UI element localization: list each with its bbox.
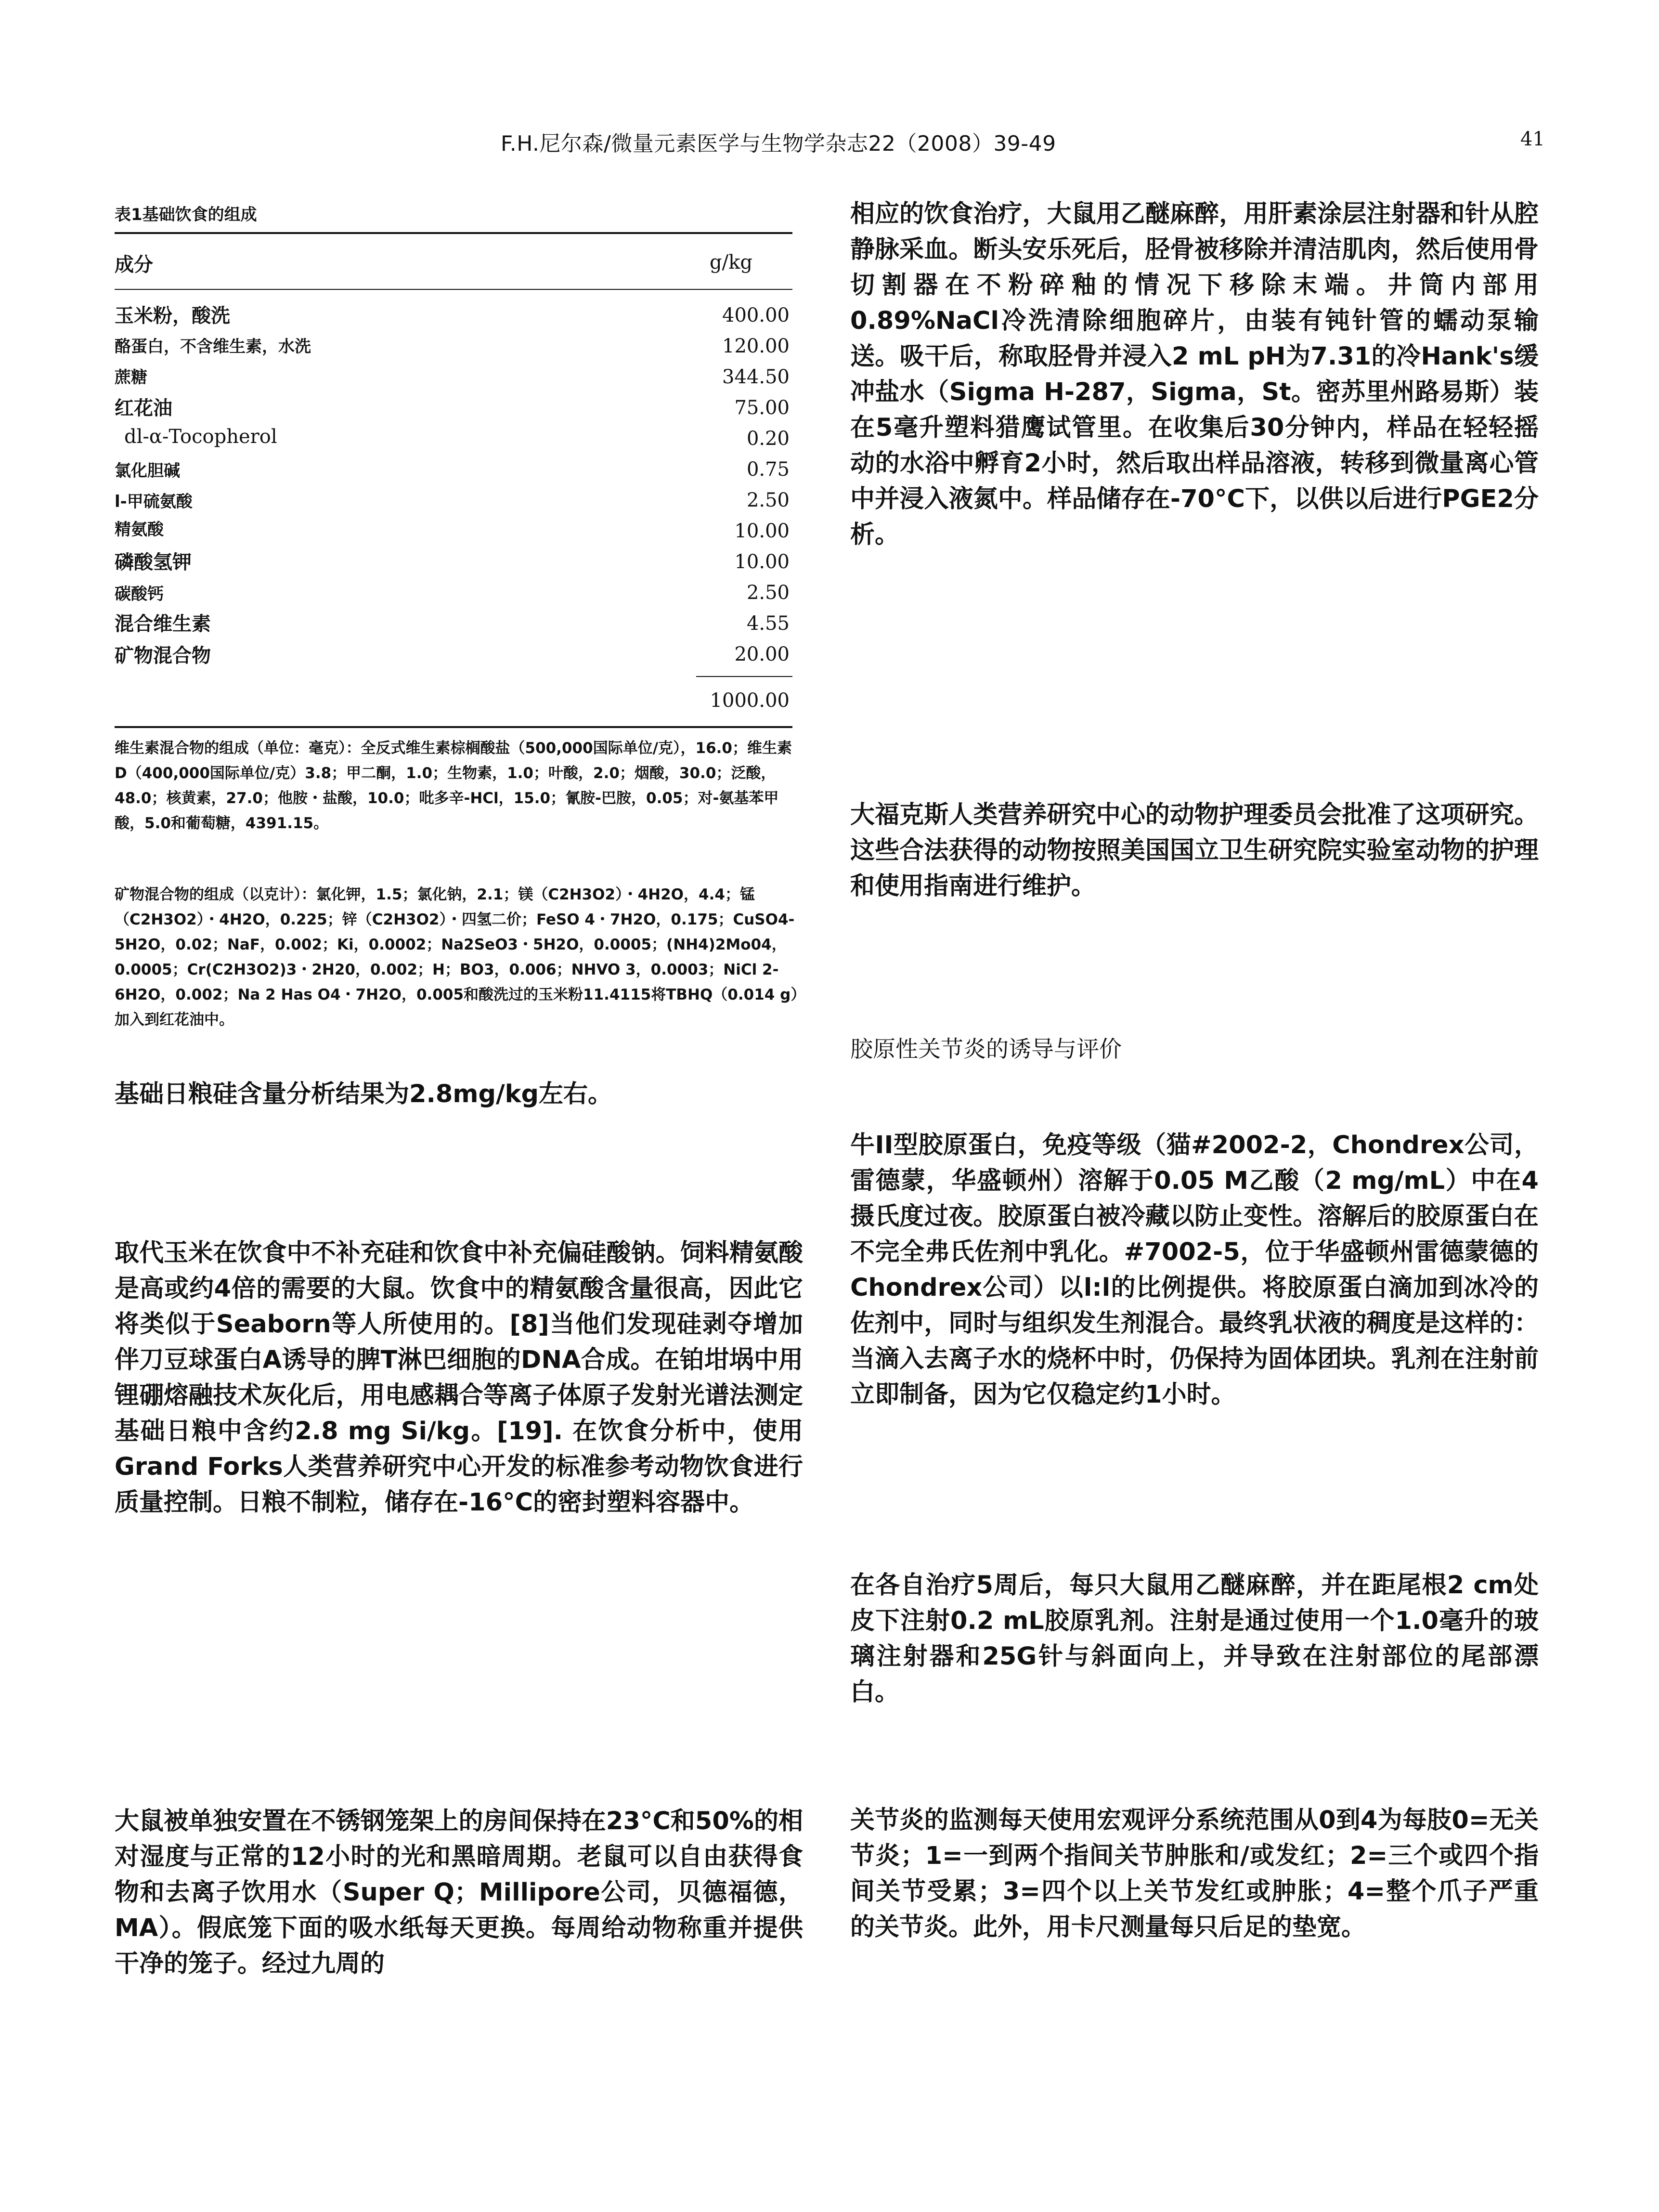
table-row-label: 碳酸钙: [115, 585, 164, 604]
paragraph: 牛II型胶原蛋白，免疫等级（猫#2002-2，Chondrex公司，雷德蒙，华盛顿州）溶解于0.05 M乙酸（2 mg/mL）中在4摄氏度过夜。胶原蛋白被冷藏以防止变性。溶解后的胶原蛋白在不完全弗氏佐剂中乳化。#7002-5，位于华盛顿州雷德蒙德的Chondrex公司）以l:l的比例提供。将胶原蛋白滴加到冰冷的佐剂中，同时与组织发生剂混合。最终乳状液的稠度是这样的：当滴入去离子水的烧杯中时，仍保持为固体团块。乳剂在注射前立即制备，因为它仅稳定约1小时。: [850, 1131, 1539, 1409]
table-row-label: 玉米粉，酸洗: [115, 305, 230, 327]
table-total-rule: [696, 676, 792, 677]
table-row-label: 蔗糖: [115, 368, 147, 387]
table-row-value: 10.00: [734, 551, 790, 573]
table-row-value: 0.20: [746, 428, 790, 450]
paragraph: 大鼠被单独安置在不锈钢笼架上的房间保持在23°C和50%的相对湿度与正常的12小时的光和黑暗周期。老鼠可以自由获得食物和去离子饮用水（Super Q；Millipore公司，贝德福德，MA）。假底笼下面的吸水纸每天更换。每周给动物称重并提供干净的笼子。经过九周的: [115, 1807, 803, 1978]
table-head-rule: [115, 289, 792, 290]
table-bottom-rule: [115, 726, 792, 728]
table-row-label: 精氨酸: [115, 520, 164, 539]
table-caption: 表1基础饮食的组成: [115, 205, 257, 224]
table-row-label: 酪蛋白，不含维生素，水洗: [115, 337, 311, 356]
table-row-value: 0.75: [746, 458, 790, 481]
paragraph: 相应的饮食治疗，大鼠用乙醚麻醉，用肝素涂层注射器和针从腔静脉采血。断头安乐死后，胫骨被移除并清洁肌肉，然后使用骨切割器在不粉碎釉的情况下移除末端。井筒内部用0.89%NaCl冷洗清除细胞碎片，由装有钝针管的蠕动泵输送。吸干后，称取胫骨并浸入2 mL pH为7.31的冷Hank's缓冲盐水（Sigma H-287，Sigma，St。密苏里州路易斯）装在5毫升塑料猎鹰试管里。在收集后30分钟内，样品在轻轻摇动的水浴中孵育2小时，然后取出样品溶液，转移到微量离心管中并浸入液氮中。样品储存在-70°C下，以供以后进行PGE2分析。: [850, 200, 1539, 549]
table-row-value: 10.00: [734, 520, 790, 542]
paragraph: 在各自治疗5周后，每只大鼠用乙醚麻醉，并在距尾根2 cm处皮下注射0.2 mL胶原乳剂。注射是通过使用一个1.0毫升的玻璃注射器和25G针与斜面向上，并导致在注射部位的尾部漂白。: [850, 1571, 1539, 1706]
table-row-label: 混合维生素: [115, 613, 211, 635]
paragraph: 基础日粮硅含量分析结果为2.8mg/kg左右。: [115, 1080, 613, 1108]
table-row-value: 75.00: [734, 397, 790, 419]
table-row-value: 2.50: [746, 582, 790, 604]
table-row-label: l-甲硫氨酸: [115, 492, 193, 511]
table-row-label: 矿物混合物: [115, 645, 211, 667]
table-row-value: 4.55: [746, 612, 790, 635]
table-row-value: 120.00: [722, 335, 790, 357]
table-row-value: 20.00: [734, 643, 790, 665]
table-row-value: 2.50: [746, 489, 790, 511]
section-heading: 胶原性关节炎的诱导与评价: [850, 1036, 1122, 1063]
table-row-value: 400.00: [722, 304, 790, 326]
table-total-value: 1000.00: [710, 690, 790, 712]
table-footnote-vitamins: 维生素混合物的组成（单位：毫克）：全反式维生素棕榈酸盐（500,000国际单位/克），16.0；维生素D（400,000国际单位/克）3.8；甲二酮，1.0；生物素，1.0；叶酸，2.0；烟酸，30.0；泛酸，48.0；核黄素，27.0；他胺・盐酸，10.0；吡多辛-HCl，15.0；氰胺-巴胺，0.05；对-氨基苯甲酸，5.0和葡萄糖，4391.15。: [115, 740, 792, 832]
paragraph: 取代玉米在饮食中不补充硅和饮食中补充偏硅酸钠。饲料精氨酸是高或约4倍的需要的大鼠。饮食中的精氨酸含量很高，因此它将类似于Seaborn等人所使用的。[8]当他们发现硅剥夺增加伴刀豆球蛋白A诱导的脾T淋巴细胞的DNA合成。在铂坩埚中用锂硼熔融技术灰化后，用电感耦合等离子体原子发射光谱法测定基础日粮中含约2.8 mg Si/kg。[19]. 在饮食分析中，使用Grand Forks人类营养研究中心开发的标准参考动物饮食进行质量控制。日粮不制粒，储存在-16°C的密封塑料容器中。: [115, 1239, 803, 1517]
page-number: 41: [1520, 128, 1545, 150]
paragraph: 关节炎的监测每天使用宏观评分系统范围从0到4为每肢0=无关节炎；1=一到两个指间关节肿胀和/或发红；2=三个或四个指间关节受累；3=四个以上关节发红或肿胀；4=整个爪子严重的关节炎。此外，用卡尺测量每只后足的垫宽。: [850, 1806, 1539, 1941]
table-footnote-minerals: 矿物混合物的组成（以克计）：氯化钾，1.5；氯化钠，2.1；镁（C2H3O2）・4H2O，4.4；锰（C2H3O2）・4H2O，0.225；锌（C2H3O2）・四氢二价；FeSO 4・7H2O，0.175；CuSO4-5H2O，0.02；NaF，0.002；Ki，0.0002；Na2SeO3・5H2O，0.0005；(NH4)2Mo04，0.0005；Cr(C2H3O2)3・2H20，0.002；H；BO3，0.006；NHVO 3，0.0003；NiCl 2-6H2O，0.002；Na 2 Has O4・7H2O，0.005和酸洗过的玉米粉11.4115将TBHQ（0.014 g）加入到红花油中。: [115, 886, 798, 1028]
running-header: F.H.尼尔森/微量元素医学与生物学杂志22（2008）39-49: [501, 131, 1056, 156]
table-row-label: 氯化胆碱: [115, 461, 180, 481]
paragraph: 大福克斯人类营养研究中心的动物护理委员会批准了这项研究。这些合法获得的动物按照美国国立卫生研究院实验室动物的护理和使用指南进行维护。: [850, 801, 1539, 900]
table-row-value: 344.50: [722, 366, 790, 388]
table-col-unit: g/kg: [710, 251, 752, 273]
table-top-rule: [115, 232, 792, 234]
table-row-label: 红花油: [115, 397, 172, 419]
table-row-label: 磷酸氢钾: [115, 551, 192, 573]
table-col-ingredient: 成分: [115, 254, 153, 276]
table-row-label: dl-α-Tocopherol: [124, 426, 277, 448]
